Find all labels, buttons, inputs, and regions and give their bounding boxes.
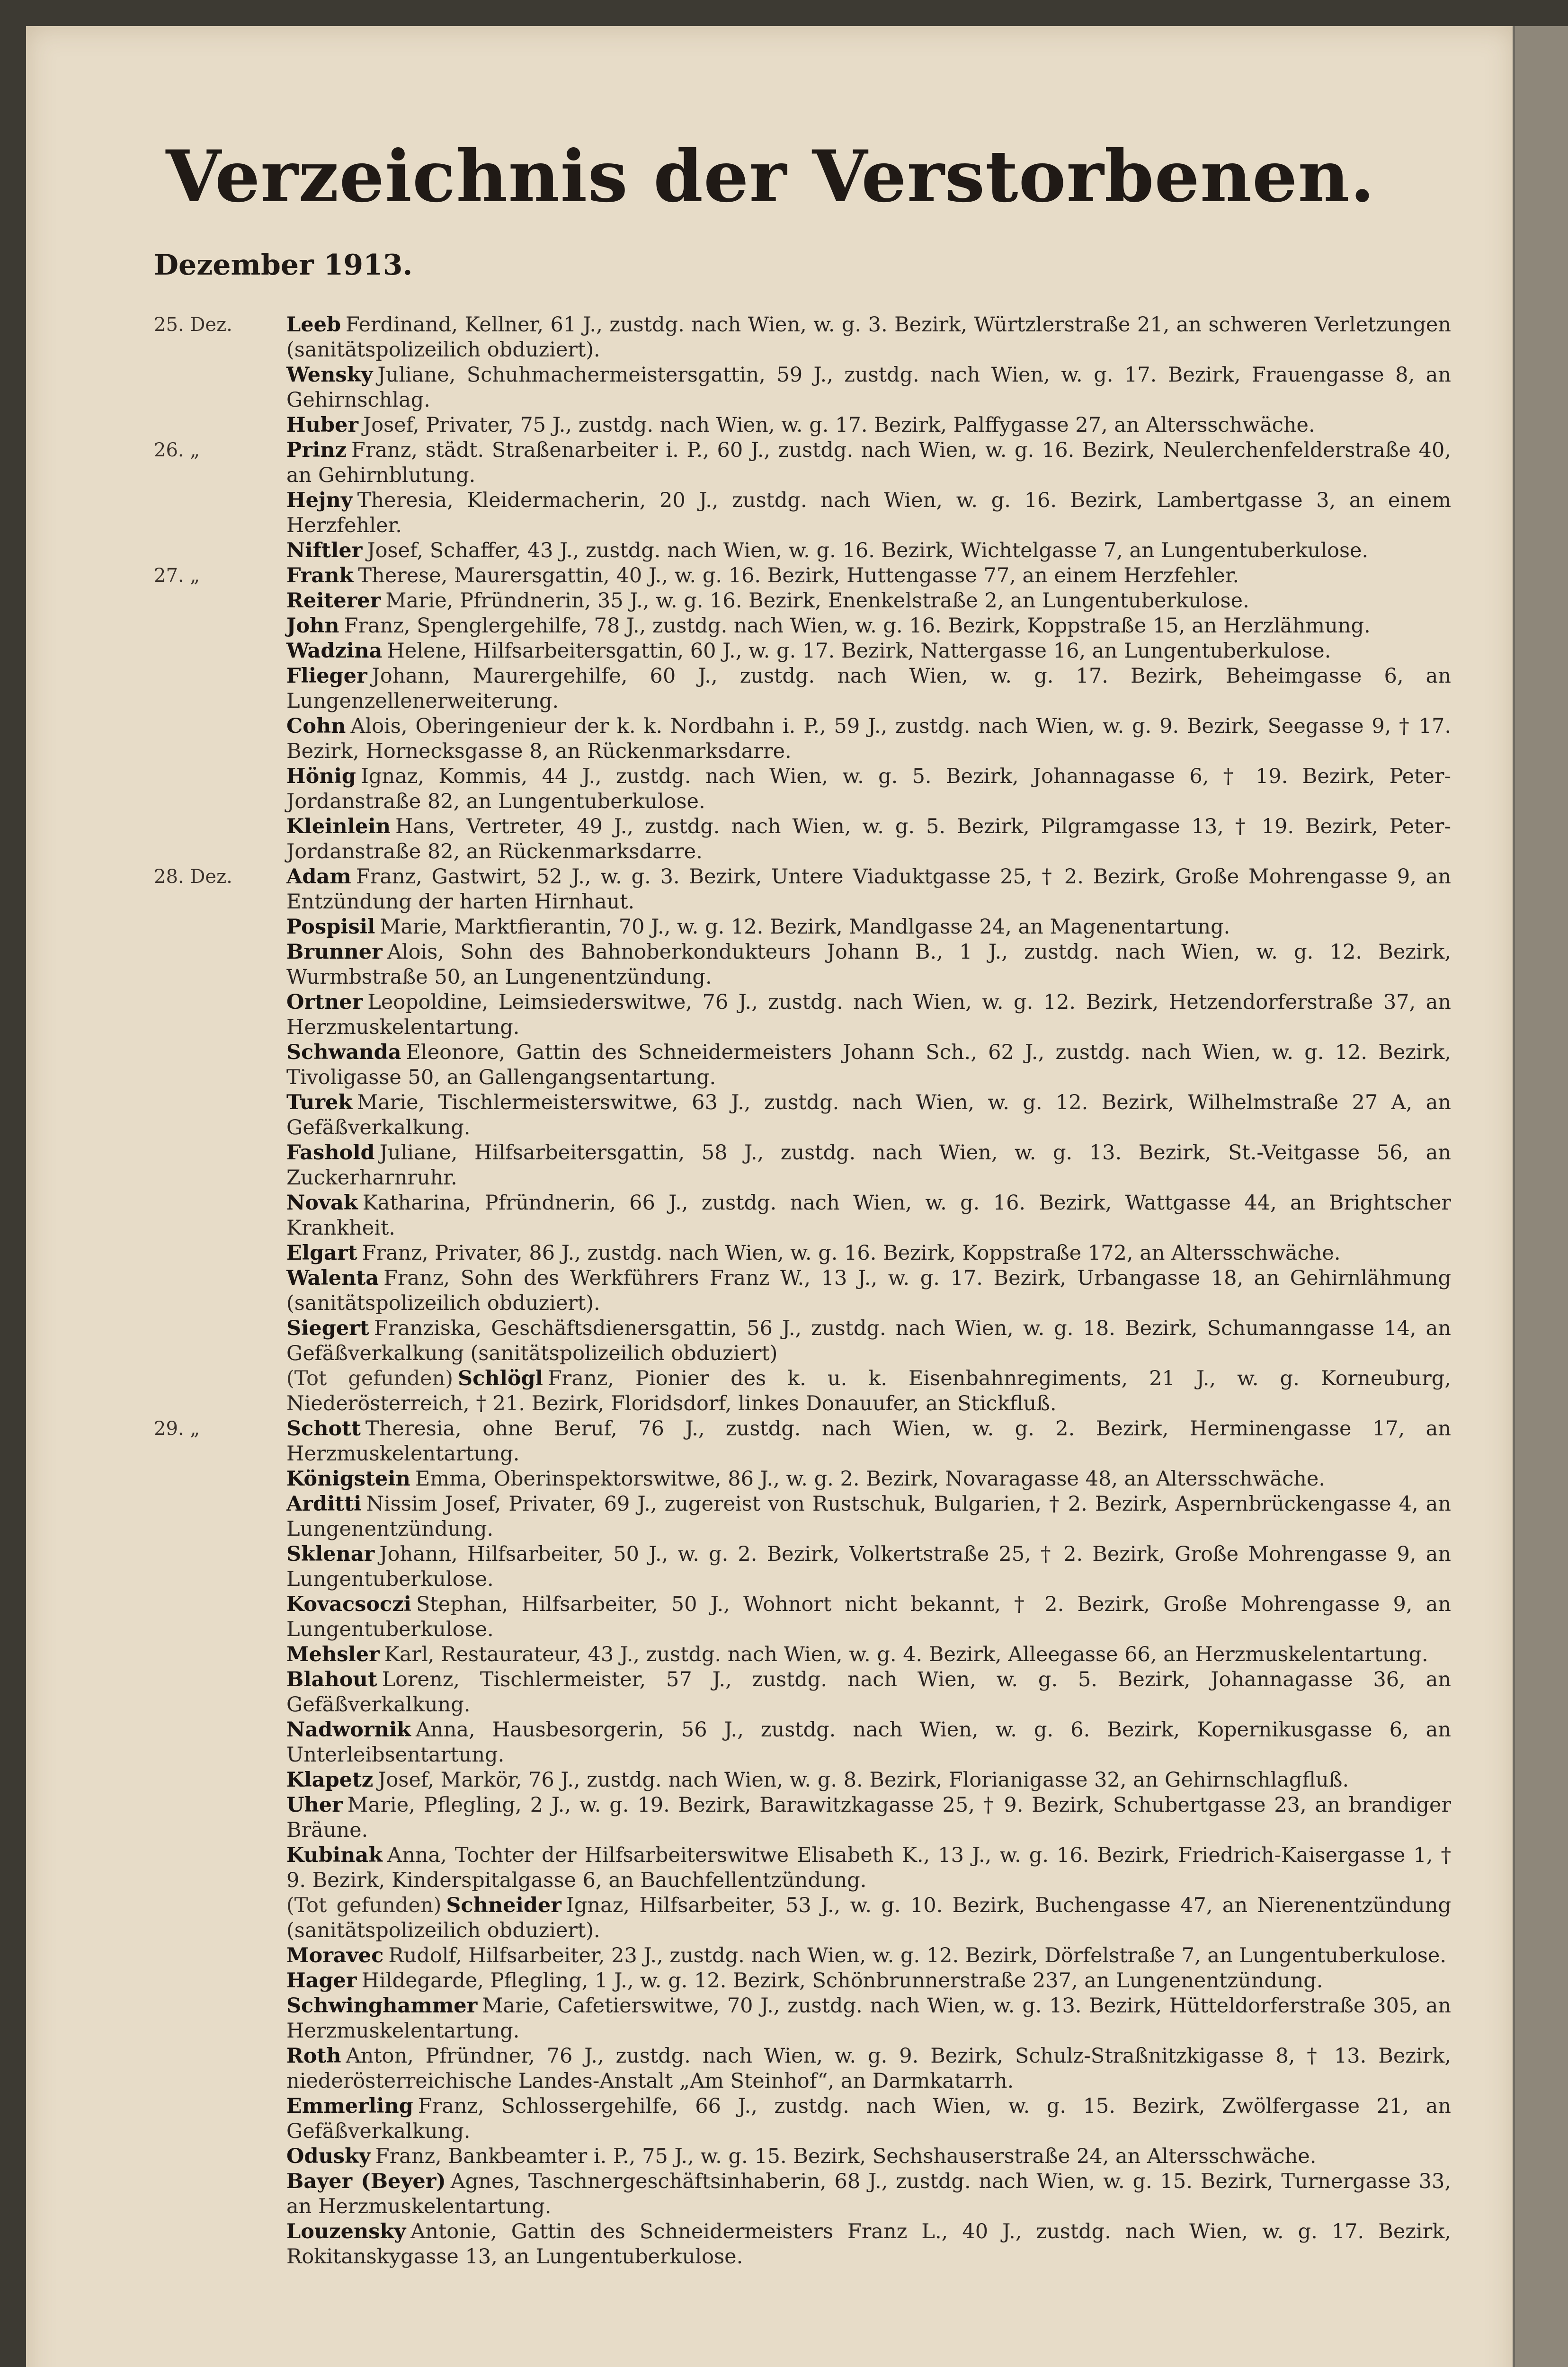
entry-surname: Kleinlein bbox=[286, 815, 391, 838]
entry-surname: Cohn bbox=[286, 714, 346, 738]
entry-surname: Emmerling bbox=[286, 2094, 413, 2118]
list-item bbox=[26, 1241, 1515, 1266]
entry-details: Theresia, ohne Beruf, 76 J., zustdg. nach Wien, w. g. 2. Bezirk, Herminengasse 17, an Herzmuskelentartung. bbox=[286, 1417, 1451, 1466]
entry-text bbox=[286, 1492, 1451, 1542]
list-item bbox=[26, 2219, 1515, 2269]
entry-surname: Moravec bbox=[286, 1944, 384, 1967]
entry-text bbox=[286, 1893, 1451, 1943]
list-item bbox=[26, 1040, 1515, 1090]
entry-details: Antonie, Gattin des Schneidermeisters Franz L., 40 J., zustdg. nach Wien, w. g. 17. Bezirk, Rokitanskygasse 13, an Lungentuberkulose. bbox=[286, 2220, 1451, 2269]
section-heading: Dezember 1913. bbox=[154, 249, 413, 282]
entry-text bbox=[286, 764, 1451, 814]
entry-text bbox=[286, 2094, 1451, 2144]
entry-text bbox=[286, 1416, 1451, 1467]
entry-details: Franz, Spenglergehilfe, 78 J., zustdg. nach Wien, w. g. 16. Bezirk, Koppstraße 15, an Herzlähmung. bbox=[344, 614, 1371, 638]
list-item bbox=[26, 940, 1515, 990]
entry-text bbox=[286, 1993, 1451, 2044]
entry-surname: Kubinak bbox=[286, 1843, 383, 1867]
list-item bbox=[26, 764, 1515, 814]
entry-details: Juliane, Schuhmachermeistersgattin, 59 J., zustdg. nach Wien, w. g. 17. Bezirk, Frauengasse 8, an Gehirnschlag. bbox=[286, 363, 1451, 412]
entry-details: Franz, städt. Straßenarbeiter i. P., 60 J., zustdg. nach Wien, w. g. 16. Bezirk, Neulerchenfelderstraße 40, an Gehirnblutung. bbox=[286, 438, 1451, 487]
list-item bbox=[26, 563, 1515, 588]
list-item bbox=[26, 1592, 1515, 1642]
list-item bbox=[26, 1843, 1515, 1893]
deaths-list bbox=[26, 312, 1515, 2269]
entry-text bbox=[286, 1090, 1451, 1140]
list-item bbox=[26, 538, 1515, 563]
entry-surname: Pospisil bbox=[286, 915, 375, 939]
entry-text bbox=[286, 413, 1451, 438]
entry-details: Franz, Privater, 86 J., zustdg. nach Wien, w. g. 16. Bezirk, Koppstraße 172, an Altersschwäche. bbox=[362, 1241, 1341, 1265]
entry-details: Johann, Hilfsarbeiter, 50 J., w. g. 2. Bezirk, Volkertstraße 25, † 2. Bezirk, Große Mohrengasse 9, an Lungentuberkulose. bbox=[286, 1542, 1451, 1591]
list-item bbox=[26, 990, 1515, 1040]
entry-surname: Uher bbox=[286, 1793, 343, 1817]
entry-details: Marie, Pfründnerin, 35 J., w. g. 16. Bezirk, Enenkelstraße 2, an Lungentuberkulose. bbox=[385, 589, 1249, 613]
entry-text bbox=[286, 563, 1451, 588]
list-item bbox=[26, 1893, 1515, 1943]
list-item bbox=[26, 1416, 1515, 1467]
list-item bbox=[26, 1316, 1515, 1366]
entry-details: Leopoldine, Leimsiederswitwe, 76 J., zustdg. nach Wien, w. g. 12. Bezirk, Hetzendorferstraße 37, an Herzmuskelentartung. bbox=[286, 990, 1451, 1039]
entry-surname: Schwinghammer bbox=[286, 1994, 478, 2018]
entry-details: Franziska, Geschäftsdienersgattin, 56 J., zustdg. nach Wien, w. g. 18. Bezirk, Schumanngasse 14, an Gefäßverkalkung (sanitätspolizeilich obduziert) bbox=[286, 1317, 1451, 1365]
list-item bbox=[26, 413, 1515, 438]
entry-surname: Blahout bbox=[286, 1668, 377, 1691]
entry-surname: Leeb bbox=[286, 313, 341, 337]
entry-details: Hans, Vertreter, 49 J., zustdg. nach Wien, w. g. 5. Bezirk, Pilgramgasse 13, † 19. Bezirk, Peter-Jordanstraße 82, an Rückenmarksdarre. bbox=[286, 815, 1451, 863]
entry-details: Anna, Hausbesorgerin, 56 J., zustdg. nach Wien, w. g. 6. Bezirk, Kopernikusgasse 6, an Unterleibsentartung. bbox=[286, 1718, 1451, 1767]
entry-surname: Sklenar bbox=[286, 1542, 375, 1566]
entry-text bbox=[286, 1968, 1451, 1993]
entry-surname: Walenta bbox=[286, 1266, 379, 1290]
entry-details: Karl, Restaurateur, 43 J., zustdg. nach Wien, w. g. 4. Bezirk, Alleegasse 66, an Herzmuskelentartung. bbox=[384, 1643, 1428, 1666]
entry-details: Emma, Oberinspektorswitwe, 86 J., w. g. 2. Bezirk, Novaragasse 48, an Altersschwäche. bbox=[415, 1467, 1325, 1491]
entry-text bbox=[286, 2144, 1451, 2169]
entry-details: Johann, Maurergehilfe, 60 J., zustdg. nach Wien, w. g. 17. Bezirk, Beheimgasse 6, an Lungenzellenerweiterung. bbox=[286, 664, 1451, 713]
entry-details: Lorenz, Tischlermeister, 57 J., zustdg. nach Wien, w. g. 5. Bezirk, Johannagasse 36, an Gefäßverkalkung. bbox=[286, 1668, 1451, 1717]
entry-details: Anna, Tochter der Hilfsarbeiterswitwe Elisabeth K., 13 J., w. g. 16. Bezirk, Friedrich-Kaisergasse 1, † 9. Bezirk, Kinderspitalgasse 6, an Bauchfellentzündung. bbox=[286, 1843, 1451, 1892]
entry-surname: Siegert bbox=[286, 1317, 369, 1340]
entry-details: Josef, Markör, 76 J., zustdg. nach Wien, w. g. 8. Bezirk, Florianigasse 32, an Gehirnschlagfluß. bbox=[378, 1768, 1349, 1792]
entry-text bbox=[286, 1040, 1451, 1090]
entry-details: Franz, Pionier des k. u. k. Eisenbahnregiments, 21 J., w. g. Korneuburg, Niederösterreich, † 21. Bezirk, Floridsdorf, linkes Donauufer, an Stickfluß. bbox=[286, 1367, 1451, 1415]
entry-surname: Hejny bbox=[286, 489, 353, 512]
list-item bbox=[26, 639, 1515, 664]
entry-surname: Kovacsoczi bbox=[286, 1593, 411, 1616]
entry-text bbox=[286, 1467, 1451, 1492]
entry-details: Josef, Privater, 75 J., zustdg. nach Wien, w. g. 17. Bezirk, Palffygasse 27, an Altersschwäche. bbox=[363, 413, 1315, 437]
list-item bbox=[26, 664, 1515, 714]
entry-surname: Prinz bbox=[286, 438, 347, 462]
entry-details: Alois, Sohn des Bahnoberkondukteurs Johann B., 1 J., zustdg. nach Wien, w. g. 12. Bezirk, Wurmbstraße 50, an Lungenentzündung. bbox=[286, 940, 1451, 989]
list-item bbox=[26, 1090, 1515, 1140]
entry-surname: Wensky bbox=[286, 363, 373, 387]
entry-surname: Odusky bbox=[286, 2145, 371, 2168]
entry-surname: Niftler bbox=[286, 539, 363, 562]
entry-text bbox=[286, 1667, 1451, 1717]
entry-text bbox=[286, 1316, 1451, 1366]
entry-surname: Reiterer bbox=[286, 589, 381, 613]
entry-text bbox=[286, 312, 1451, 363]
list-item bbox=[26, 864, 1515, 915]
entry-text bbox=[286, 940, 1451, 990]
entry-surname: Louzensky bbox=[286, 2220, 406, 2243]
list-item bbox=[26, 814, 1515, 864]
list-item bbox=[26, 1140, 1515, 1191]
entry-text bbox=[286, 1768, 1451, 1793]
entry-details: Marie, Tischlermeisterswitwe, 63 J., zustdg. nach Wien, w. g. 12. Bezirk, Wilhelmstraße 27 A, an Gefäßverkalkung. bbox=[286, 1091, 1451, 1139]
entry-surname: Wadzina bbox=[286, 639, 383, 663]
entry-details: Franz, Bankbeamter i. P., 75 J., w. g. 15. Bezirk, Sechshauserstraße 24, an Altersschwäche. bbox=[375, 2145, 1317, 2168]
entry-details: Theresia, Kleidermacherin, 20 J., zustdg. nach Wien, w. g. 16. Bezirk, Lambertgasse 3, an einem Herzfehler. bbox=[286, 489, 1451, 537]
list-item bbox=[26, 2169, 1515, 2219]
entry-details: Agnes, Taschnergeschäftsinhaberin, 68 J., zustdg. nach Wien, w. g. 15. Bezirk, Turnergasse 33, an Herzmuskelentartung. bbox=[286, 2170, 1451, 2218]
entry-surname: Arditti bbox=[286, 1492, 362, 1516]
entry-surname: Elgart bbox=[286, 1241, 357, 1265]
list-item bbox=[26, 1266, 1515, 1316]
entry-surname: Turek bbox=[286, 1091, 353, 1114]
entry-text bbox=[286, 438, 1451, 488]
entry-text bbox=[286, 1717, 1451, 1768]
list-item bbox=[26, 1993, 1515, 2044]
entry-date: 29. „ bbox=[154, 1418, 200, 1440]
entry-surname: Roth bbox=[286, 2044, 341, 2068]
entry-text bbox=[286, 1592, 1451, 1642]
entry-text bbox=[286, 915, 1451, 940]
list-item bbox=[26, 1793, 1515, 1843]
entry-details: Katharina, Pfründnerin, 66 J., zustdg. nach Wien, w. g. 16. Bezirk, Wattgasse 44, an Brightscher Krankheit. bbox=[286, 1191, 1451, 1240]
entry-details: Marie, Cafetierswitwe, 70 J., zustdg. nach Wien, w. g. 13. Bezirk, Hütteldorferstraße 305, an Herzmuskelentartung. bbox=[286, 1994, 1451, 2043]
entry-details: Rudolf, Hilfsarbeiter, 23 J., zustdg. nach Wien, w. g. 12. Bezirk, Dörfelstraße 7, an Lungentuberkulose. bbox=[388, 1944, 1447, 1967]
entry-surname: Frank bbox=[286, 564, 354, 587]
entry-details: Ignaz, Kommis, 44 J., zustdg. nach Wien, w. g. 5. Bezirk, Johannagasse 6, † 19. Bezirk, Peter-Jordanstraße 82, an Lungentuberkulose. bbox=[286, 765, 1451, 813]
entry-surname: Adam bbox=[286, 865, 351, 889]
list-item bbox=[26, 1968, 1515, 1993]
entry-text bbox=[286, 538, 1451, 563]
entry-surname: Novak bbox=[286, 1191, 358, 1215]
list-item bbox=[26, 1542, 1515, 1592]
entry-details: Marie, Pflegling, 2 J., w. g. 19. Bezirk, Barawitzkagasse 25, † 9. Bezirk, Schubertgasse 23, an brandiger Bräune. bbox=[286, 1793, 1451, 1842]
entry-text bbox=[286, 2169, 1451, 2219]
entry-date: 26. „ bbox=[154, 439, 200, 461]
entry-text bbox=[286, 1943, 1451, 1968]
entry-text bbox=[286, 639, 1451, 664]
book-binding bbox=[1515, 26, 1568, 2367]
entry-text bbox=[286, 1366, 1451, 1416]
entry-surname: Fashold bbox=[286, 1141, 375, 1165]
entry-date: 27. „ bbox=[154, 565, 200, 587]
entry-details: Josef, Schaffer, 43 J., zustdg. nach Wien, w. g. 16. Bezirk, Wichtelgasse 7, an Lungentuberkulose. bbox=[367, 539, 1369, 562]
entry-text bbox=[286, 864, 1451, 915]
list-item bbox=[26, 1943, 1515, 1968]
entry-details: Franz, Schlossergehilfe, 66 J., zustdg. nach Wien, w. g. 15. Bezirk, Zwölfergasse 21, an Gefäßverkalkung. bbox=[286, 2094, 1451, 2143]
entry-text bbox=[286, 1642, 1451, 1667]
entry-note: (Tot gefunden) bbox=[286, 1894, 442, 1917]
entry-details: Ferdinand, Kellner, 61 J., zustdg. nach Wien, w. g. 3. Bezirk, Würtzlerstraße 21, an schweren Verletzungen (sanitätspolizeilich obduziert). bbox=[286, 313, 1451, 362]
entry-text bbox=[286, 588, 1451, 614]
list-item bbox=[26, 488, 1515, 538]
entry-details: Hildegarde, Pflegling, 1 J., w. g. 12. Bezirk, Schönbrunnerstraße 237, an Lungenentzündung. bbox=[361, 1969, 1323, 1993]
entry-surname: John bbox=[286, 614, 339, 638]
entry-date: 28. Dez. bbox=[154, 866, 232, 888]
entry-text bbox=[286, 614, 1451, 639]
list-item bbox=[26, 1768, 1515, 1793]
entry-text bbox=[286, 1542, 1451, 1592]
entry-surname: Klapetz bbox=[286, 1768, 374, 1792]
entry-surname: Brunner bbox=[286, 940, 383, 964]
list-item bbox=[26, 2144, 1515, 2169]
list-item bbox=[26, 1191, 1515, 1241]
entry-surname: Huber bbox=[286, 413, 358, 437]
entry-details: Marie, Marktfierantin, 70 J., w. g. 12. Bezirk, Mandlgasse 24, an Magenentartung. bbox=[380, 915, 1230, 939]
entry-details: Franz, Sohn des Werkführers Franz W., 13 J., w. g. 17. Bezirk, Urbangasse 18, an Gehirnlähmung (sanitätspolizeilich obduziert). bbox=[286, 1266, 1451, 1315]
entry-text bbox=[286, 1241, 1451, 1266]
list-item bbox=[26, 363, 1515, 413]
entry-text bbox=[286, 1843, 1451, 1893]
list-item bbox=[26, 1642, 1515, 1667]
entry-details: Juliane, Hilfsarbeitersgattin, 58 J., zustdg. nach Wien, w. g. 13. Bezirk, St.-Veitgasse 56, an Zuckerharnruhr. bbox=[286, 1141, 1451, 1190]
list-item bbox=[26, 1717, 1515, 1768]
list-item bbox=[26, 1492, 1515, 1542]
entry-surname: Flieger bbox=[286, 664, 367, 688]
entry-surname: Mehsler bbox=[286, 1643, 380, 1666]
list-item bbox=[26, 1366, 1515, 1416]
entry-text bbox=[286, 714, 1451, 764]
entry-details: Therese, Maurersgattin, 40 J., w. g. 16. Bezirk, Huttengasse 77, an einem Herzfehler. bbox=[358, 564, 1239, 587]
entry-text bbox=[286, 1266, 1451, 1316]
list-item bbox=[26, 1667, 1515, 1717]
entry-text bbox=[286, 488, 1451, 538]
list-item bbox=[26, 2044, 1515, 2094]
entry-text bbox=[286, 2219, 1451, 2269]
entry-text bbox=[286, 2044, 1451, 2094]
entry-surname: Bayer (Beyer) bbox=[286, 2170, 446, 2193]
register-page bbox=[26, 26, 1515, 2367]
entry-surname: Ortner bbox=[286, 990, 363, 1014]
entry-details: Alois, Oberingenieur der k. k. Nordbahn i. P., 59 J., zustdg. nach Wien, w. g. 9. Bezirk, Seegasse 9, † 17. Bezirk, Hornecksgasse 8, an Rückenmarksdarre. bbox=[286, 714, 1451, 763]
entry-surname: Hager bbox=[286, 1969, 357, 1993]
list-item bbox=[26, 714, 1515, 764]
entry-text bbox=[286, 664, 1451, 714]
entry-text bbox=[286, 1140, 1451, 1191]
entry-details: Eleonore, Gattin des Schneidermeisters Johann Sch., 62 J., zustdg. nach Wien, w. g. 12. Bezirk, Tivoligasse 50, an Gallengangsentartung. bbox=[286, 1041, 1451, 1089]
list-item bbox=[26, 588, 1515, 614]
entry-details: Helene, Hilfsarbeitersgattin, 60 J., w. g. 17. Bezirk, Nattergasse 16, an Lungentuberkulose. bbox=[387, 639, 1331, 663]
entry-text bbox=[286, 1191, 1451, 1241]
entry-surname: Schneider bbox=[446, 1894, 561, 1917]
list-item bbox=[26, 614, 1515, 639]
entry-details: Nissim Josef, Privater, 69 J., zugereist von Rustschuk, Bulgarien, † 2. Bezirk, Aspernbrückengasse 4, an Lungenentzündung. bbox=[286, 1492, 1451, 1541]
entry-surname: Nadwornik bbox=[286, 1718, 411, 1742]
entry-surname: Schott bbox=[286, 1417, 361, 1441]
entry-surname: Hönig bbox=[286, 765, 356, 788]
entry-surname: Schlögl bbox=[458, 1367, 543, 1390]
entry-text bbox=[286, 990, 1451, 1040]
entry-text bbox=[286, 363, 1451, 413]
entry-details: Franz, Gastwirt, 52 J., w. g. 3. Bezirk, Untere Viaduktgasse 25, † 2. Bezirk, Große Mohrengasse 9, an Entzündung der harten Hirnhaut. bbox=[286, 865, 1451, 914]
list-item bbox=[26, 1467, 1515, 1492]
entry-date: 25. Dez. bbox=[154, 314, 232, 336]
entry-note: (Tot gefunden) bbox=[286, 1367, 454, 1390]
page-title: Verzeichnis der Verstorbenen. bbox=[166, 135, 1375, 218]
entry-details: Anton, Pfründner, 76 J., zustdg. nach Wien, w. g. 9. Bezirk, Schulz-Straßnitzkigasse 8, † 13. Bezirk, niederösterreichische Landes-Anstalt „Am Steinhof“, an Darmkatarrh. bbox=[286, 2044, 1451, 2093]
entry-details: Stephan, Hilfsarbeiter, 50 J., Wohnort nicht bekannt, † 2. Bezirk, Große Mohrengasse 9, an Lungentuberkulose. bbox=[286, 1593, 1451, 1641]
entry-details: Ignaz, Hilfsarbeiter, 53 J., w. g. 10. Bezirk, Buchengasse 47, an Nierenentzündung (sanitätspolizeilich obduziert). bbox=[286, 1894, 1451, 1942]
list-item bbox=[26, 915, 1515, 940]
list-item bbox=[26, 312, 1515, 363]
entry-surname: Königstein bbox=[286, 1467, 410, 1491]
entry-surname: Schwanda bbox=[286, 1041, 401, 1064]
list-item bbox=[26, 438, 1515, 488]
list-item bbox=[26, 2094, 1515, 2144]
entry-text bbox=[286, 814, 1451, 864]
entry-text bbox=[286, 1793, 1451, 1843]
